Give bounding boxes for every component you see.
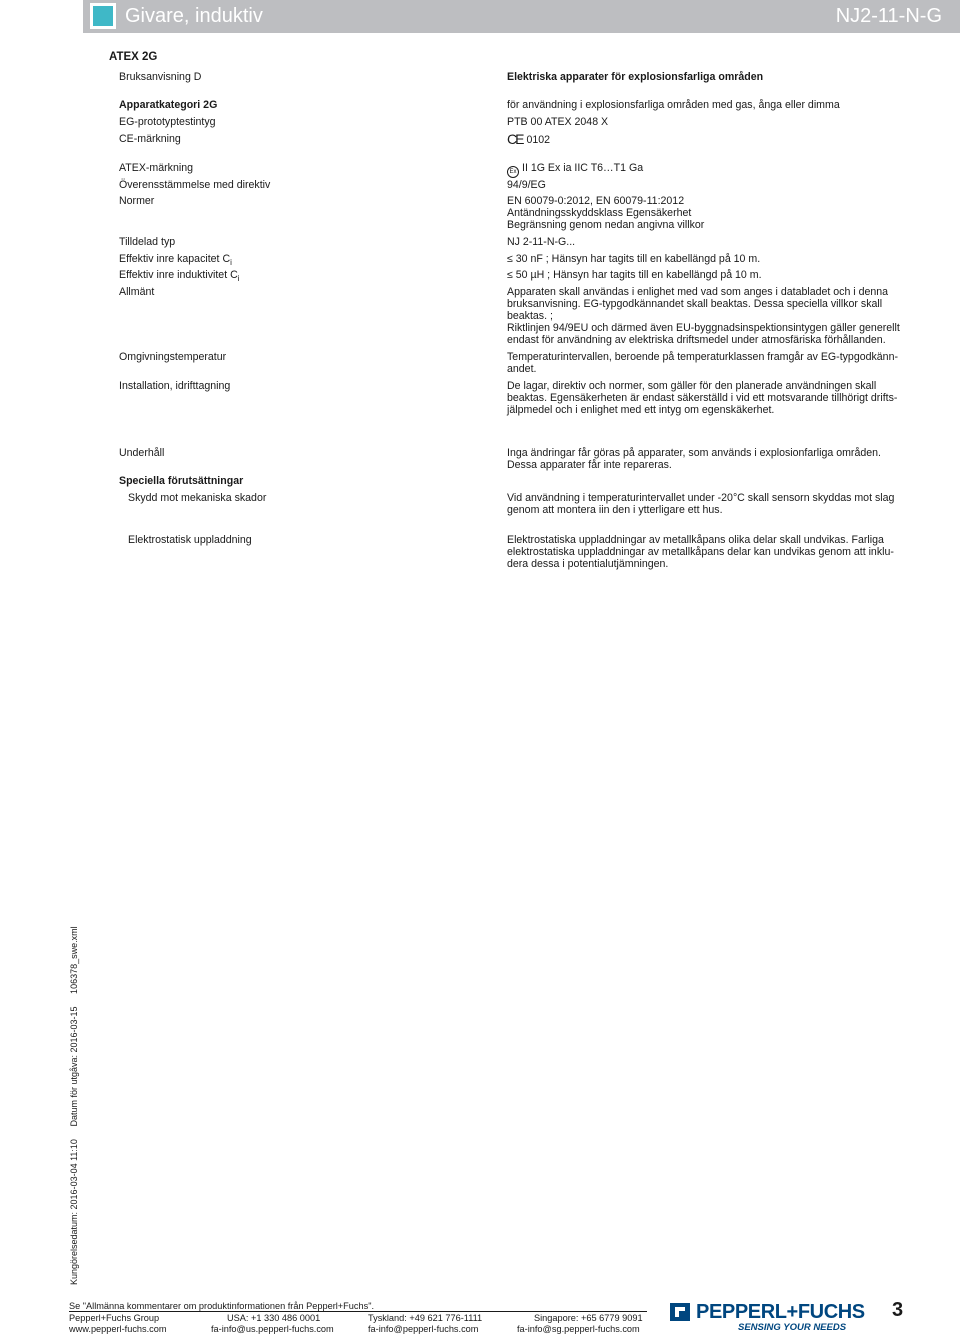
footer-divider — [69, 1311, 647, 1312]
manual-label: Bruksanvisning D — [119, 71, 202, 83]
pepperl-fuchs-logo — [670, 1301, 865, 1335]
source-file: 106378_swe.xml — [69, 926, 79, 994]
maintenance-line: Dessa apparater får inte repareras. — [507, 459, 672, 471]
mechanical-label: Skydd mot mekaniska skador — [128, 492, 267, 504]
installation-line: jälpmedel och i enlighet med ett intyg om egenskäkerhet. — [507, 404, 775, 416]
standards-line: Antändningsskyddsklass Egensäkerhet — [507, 207, 692, 219]
general-line: Apparaten skall användas i enlighet med vad som anges i databladet och i denna — [507, 286, 889, 298]
contact-line: Tyskland: +49 621 776-1111 — [368, 1313, 483, 1323]
standards-line: EN 60079-0:2012, EN 60079-11:2012 — [507, 195, 685, 207]
cert-label: EG-prototyptestintyg — [119, 116, 216, 128]
capacitance-label: Effektiv inre kapacitet C — [119, 253, 231, 265]
ce-value-group — [507, 133, 550, 146]
product-code: NJ2-11-N-G — [835, 5, 942, 27]
electrostatic-line: elektrostatiska uppladdningar av metallkåpans delar kan undvikas genom att inklu- — [507, 546, 894, 558]
type-value: NJ 2-11-N-G... — [507, 236, 576, 248]
cert-value: PTB 00 ATEX 2048 X — [507, 116, 609, 128]
ex-hexagon-icon: Ex — [507, 166, 519, 178]
electrostatic-line: Elektrostatiska uppladdningar av metallkåpans olika delar skall undvikas. Farliga — [507, 534, 884, 546]
ambient-line: Temperaturintervallen, beroende på temperaturklassen framgår av EG-typgodkänn- — [507, 351, 898, 363]
ce-value: 0102 — [526, 134, 551, 146]
ambient-label: Omgivningstemperatur — [119, 351, 227, 363]
inductance-label: Effektiv inre induktivitet C — [119, 269, 238, 281]
release-date: Kungörelsedatum: 2016-03-04 11:10 — [69, 1139, 79, 1285]
contact-line: Pepperl+Fuchs Group — [69, 1313, 160, 1323]
inductance-subscript: i — [237, 274, 240, 283]
category-value: för användning i explosionsfarliga områden med gas, ånga eller dimma — [507, 99, 840, 111]
directive-label: Överensstämmelse med direktiv — [119, 179, 271, 191]
contact-line: Singapore: +65 6779 9091 — [534, 1313, 643, 1323]
contact-line: USA: +1 330 486 0001 — [227, 1313, 321, 1323]
directive-value: 94/9/EG — [507, 179, 546, 191]
ce-label: CE-märkning — [119, 133, 181, 145]
standards-line: Begränsning genom nedan angivna villkor — [507, 219, 705, 231]
capacitance-subscript: i — [230, 258, 232, 267]
capacitance-label-group — [119, 253, 232, 266]
footer-contact — [211, 1313, 334, 1335]
electrostatic-label: Elektrostatisk uppladdning — [128, 534, 252, 546]
mechanical-line: Vid användning i temperaturintervallet under -20°C skall sensorn skyddas mot slag — [507, 492, 895, 504]
electrostatic-line: dera dessa i potentialutjämningen. — [507, 558, 669, 570]
general-line: beaktas. ; — [507, 310, 553, 322]
ambient-line: andet. — [507, 363, 537, 375]
general-line: bruksanvisning. EG-typgodkännandet skall beaktas. Dessa speciella villkor skall — [507, 298, 883, 310]
footer-note: Se "Allmänna kommentarer om produktinformationen från Pepperl+Fuchs". — [69, 1301, 375, 1311]
inductance-value: ≤ 50 µH ; Hänsyn har tagits till en kabellängd på 10 m. — [507, 269, 762, 281]
general-label: Allmänt — [119, 286, 155, 298]
atex-marking-value: II 1G Ex ia IIC T6…T1 Ga — [522, 162, 644, 174]
atex-marking-value-group — [507, 162, 643, 178]
manual-value: Elektriska apparater för explosionsfarliga områden — [507, 71, 764, 83]
installation-line: De lagar, direktiv och normer, som gäller för den planerade användningen skall — [507, 380, 877, 392]
maintenance-label: Underhåll — [119, 447, 165, 459]
section-title: ATEX 2G — [109, 51, 158, 63]
page-number: 3 — [892, 1299, 904, 1321]
product-square-icon — [90, 3, 116, 29]
general-line: Riktlinjen 94/9EU och därmed även EU-byggnadsinspektionsintygen gäller generellt — [507, 322, 900, 334]
header-bar — [83, 0, 960, 33]
contact-line: fa-info@sg.pepperl-fuchs.com — [517, 1324, 640, 1334]
footer-contact — [517, 1313, 643, 1335]
special-conditions-heading: Speciella förutsättningar — [119, 475, 244, 487]
footer-contact — [368, 1313, 482, 1335]
capacitance-value: ≤ 30 nF ; Hänsyn har tagits till en kabellängd på 10 m. — [507, 253, 761, 265]
document-date-sidebar — [69, 916, 80, 1285]
page-title: Givare, induktiv — [125, 5, 263, 27]
contact-line: fa-info@pepperl-fuchs.com — [368, 1324, 479, 1334]
logo-mark-icon — [670, 1303, 690, 1321]
logo-wordmark: PEPPERL+FUCHS — [696, 1301, 865, 1323]
maintenance-line: Inga ändringar får göras på apparater, som används i explosionfarliga områden. — [507, 447, 881, 459]
contact-line: fa-info@us.pepperl-fuchs.com — [211, 1324, 334, 1334]
contact-line: www.pepperl-fuchs.com — [69, 1324, 167, 1334]
logo-tagline: SENSING YOUR NEEDS — [738, 1322, 847, 1333]
category-label: Apparatkategori 2G — [119, 99, 218, 111]
footer-contact — [69, 1313, 167, 1335]
mechanical-line: genom att montera iin den i ytterligare ett hus. — [507, 504, 723, 516]
installation-label: Installation, idrifttagning — [119, 380, 231, 392]
general-line: endast för användning av elektriska driftsmedel under atmosfäriska förhållanden. — [507, 334, 886, 346]
type-label: Tilldelad typ — [119, 236, 176, 248]
inductance-label-group — [119, 269, 240, 282]
issue-date: Datum för utgåva: 2016-03-15 — [69, 1006, 79, 1127]
atex-marking-label: ATEX-märkning — [119, 162, 193, 174]
installation-line: beaktas. Egensäkerheten är endast säkerställd i vid ett motsvarande tillhörigt drifts- — [507, 392, 898, 404]
ce-mark-icon: CE — [507, 131, 523, 147]
standards-label: Normer — [119, 195, 155, 207]
